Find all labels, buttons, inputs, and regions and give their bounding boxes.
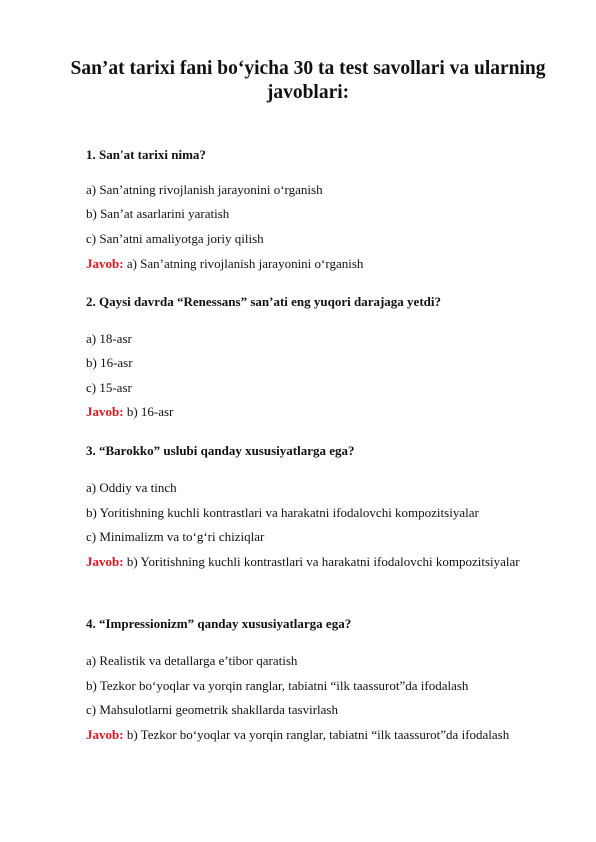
question-4-option-c: c) Mahsulotlarni geometrik shakllarda tasvirlash: [86, 702, 338, 717]
question-3-option-b: b) Yoritishning kuchli kontrastlari va harakatni ifodalovchi kompozitsiyalar: [86, 505, 479, 520]
answer-label: Javob:: [86, 404, 124, 419]
question-3-option-a: a) Oddiy va tinch: [86, 480, 177, 495]
question-4-option-a: a) Realistik va detallarga e’tibor qaratish: [86, 653, 298, 668]
question-1: 1. San'at tarixi nima?: [86, 147, 206, 162]
question-2-answer: [86, 404, 173, 420]
question-1-option-b: b) San’at asarlarini yaratish: [86, 206, 230, 221]
question-4: 4. “Impressionizm” qanday xususiyatlarga ega?: [86, 616, 352, 631]
document-title: San’at tarixi fani bo‘yicha 30 ta test savollari va ularning javoblari:: [70, 58, 546, 103]
question-2-option-a: a) 18-asr: [86, 331, 132, 346]
answer-label: Javob:: [86, 256, 124, 271]
question-2-option-b: b) 16-asr: [86, 355, 133, 370]
question-1-option-a: a) San’atning rivojlanish jarayonini o‘rganish: [86, 182, 323, 197]
answer-label: Javob:: [86, 554, 124, 569]
answer-text: b) Yoritishning kuchli kontrastlari va harakatni ifodalovchi kompozitsiyalar: [126, 554, 520, 569]
question-3: 3. “Barokko” uslubi qanday xususiyatlarga ega?: [86, 443, 355, 458]
question-1-option-c: c) San’atni amaliyotga joriy qilish: [86, 231, 264, 246]
question-1-answer: [86, 256, 363, 272]
answer-text: a) San’atning rivojlanish jarayonini o‘rganish: [126, 256, 364, 271]
question-3-option-c: c) Minimalizm va to‘g‘ri chiziqlar: [86, 529, 265, 544]
question-2-option-c: c) 15-asr: [86, 380, 132, 395]
question-3-answer: [86, 551, 546, 572]
question-2: 2. Qaysi davrda “Renessans” san’ati eng yuqori darajaga yetdi?: [86, 294, 441, 309]
answer-label: Javob:: [86, 727, 124, 742]
answer-text: b) 16-asr: [126, 404, 174, 419]
question-4-answer: [86, 727, 509, 743]
answer-text: b) Tezkor bo‘yoqlar va yorqin ranglar, tabiatni “ilk taassurot”da ifodalash: [126, 727, 510, 742]
question-4-option-b: b) Tezkor bo‘yoqlar va yorqin ranglar, tabiatni “ilk taassurot”da ifodalash: [86, 678, 469, 693]
